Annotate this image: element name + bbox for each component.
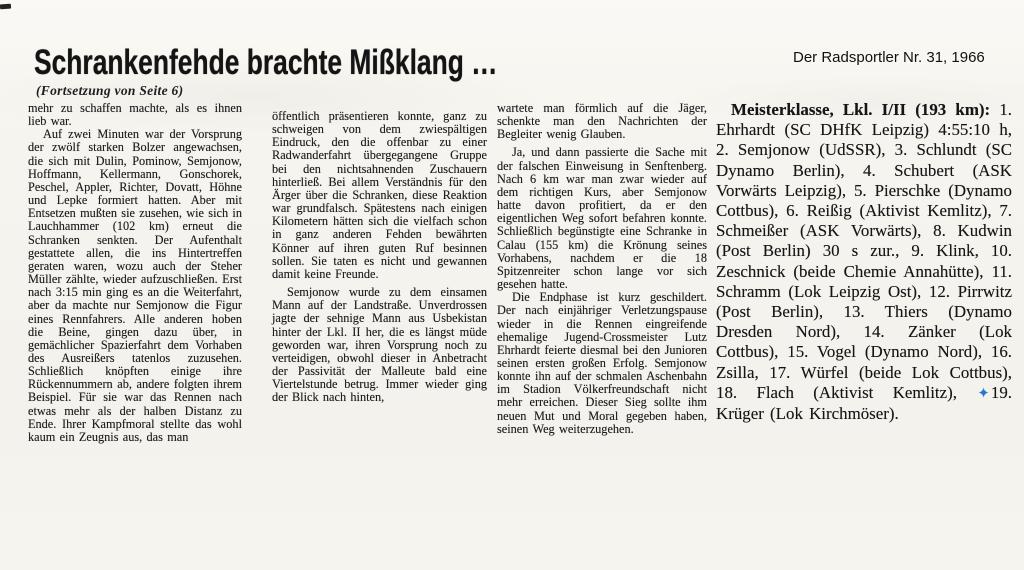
results-paragraph bbox=[716, 100, 1012, 424]
paragraph: Ja, und dann passierte die Sache mit der falschen Einweisung in Senftenberg. Nach 6 km war man zwar wieder auf dem richtigen Kurs, aber Semjonow hatte davon profitiert, da er den eigentlichen Weg sofort befahren konnte. Schließlich begünstigte eine Schranke in Calau (155 km) die Krönung seines Vorhabens, nachdem er die 18 Spitzenreiter schon lange vor sich gesehen hatte. bbox=[497, 145, 707, 292]
results-lead: Meisterklasse, Lkl. I/II (193 km): bbox=[731, 100, 991, 119]
article-headline: Schrankenfehde brachte Mißklang … bbox=[34, 42, 498, 82]
article-column-3 bbox=[497, 102, 707, 436]
scan-artifact bbox=[0, 4, 11, 10]
continuation-note: (Fortsetzung von Seite 6) bbox=[36, 83, 184, 98]
paragraph: mehr zu schaffen machte, als es ihnen lieb war. bbox=[28, 101, 242, 129]
results-text-after-star: 19. Krüger (Lok Kirchmöser). bbox=[716, 382, 1012, 424]
publication-label: Der Radsportler Nr. 31, 1966 bbox=[793, 49, 985, 66]
results-column bbox=[716, 100, 1012, 424]
paragraph: öffentlich präsentieren konnte, ganz zu schweigen von dem zwiespältigen Eindruck, den die offenbar zu einer Radwanderfahrt übergegangene Gruppe bei den nichtsahnenden Zuschauern hinterließ. Bei allem Verständnis für den Ärger über die Schranken, diese Reaktion war grundfalsch. Spätestens nach einigen Kilometern hätten sich die vielfach schon in ganz anderen Fehden bewährten Könner auf ihren guten Ruf besinnen sollen. Sie taten es nicht und gewannen damit keine Freunde. bbox=[272, 109, 487, 281]
article-column-2 bbox=[272, 110, 487, 404]
results-text-before-star: 1. Ehrhardt (SC DHfK Leipzig) 4:55:10 h, 2. Semjonow (UdSSR), 3. Schlundt (SC Dynamo Berlin), 4. Schubert (ASK Vorwärts Leipzig), 5. Pierschke (Dynamo Cottbus), 6. Reißig (Aktivist Kemlitz), 7. Schmeißer (ASK Vorwärts), 8. Kudwin (Post Berlin) 30 s zur., 9. Klink, 10. Zeschnick (beide Chemie Annahütte), 11. Schramm (Lok Leipzig Ost), 12. Pirrwitz (Post Berlin), 13. Thiers (Dynamo Dresden Nord), 14. Zänker (Lok Cottbus), 15. Vogel (Dynamo Nord), 16. Zsilla, 17. Würfel (beide Lok Cottbus), 18. Flach (Aktivist Kemlitz), bbox=[716, 100, 1012, 402]
paragraph: Die Endphase ist kurz geschildert. Der nach einjähriger Verletzungspause wieder in die Rennen eingreifende ehemalige Jugend-Crossmeister Lutz Ehrhardt feierte diesmal bei den Junioren seinen ersten großen Erfolg. Semjonow konnte ihn auf der schmalen Aschenbahn im Stadion Völkerfreundschaft nicht mehr erreichen. Dieser Sieg sollte ihm neuen Mut und Moral gegeben haben, seinen Weg weiterzugehen. bbox=[497, 290, 707, 436]
paragraph: Auf zwei Minuten war der Vorsprung der zwölf starken Bolzer angewachsen, die sich mit Dulin, Pominow, Semjonow, Hoffmann, Kellermann, Gonschorek, Peschel, Appler, Richter, Dovatt, Höhne und Lepke formiert hatten. Aber mit Entsetzen mußten sie zusehen, wie sich in Lauchhammer (102 km) erneut die Schranken senkten. Der Aufenthalt gestattete allen, die ins Hintertreffen geraten waren, wozu auch der Steher Müller zählte, wieder aufzuschließen. Erst nach 3:15 min ging es an die Weiterfahrt, aber da machte nur Semjonow die Figur eines Rennfahrers. Alle anderen hoben die Beine, gingen dazu über, in gemächlicher Spazierfahrt dem Vorhaben des Ausreißers tatenlos zuzusehen. Schließlich knöpften einige ihre Rückennummern ab, andere folgten ihrem Beispiel. Für sie war das Rennen nach etwas mehr als der halben Distanz zu Ende. Ihrer Kampfmoral stellte das wohl kaum ein Zeugnis aus, das man bbox=[28, 127, 242, 444]
paragraph: wartete man förmlich auf die Jäger, schenkte man den Nachrichten der Begleiter wenig Glauben. bbox=[497, 101, 707, 142]
blue-star-mark-icon: ✦ bbox=[977, 385, 990, 402]
article-column-1 bbox=[28, 102, 242, 444]
paragraph: Semjonow wurde zu dem einsamen Mann auf der Landstraße. Unverdrossen jagte der sehnige Mann aus Usbekistan hinter der Lkl. II her, die es längst müde geworden war, ihren Vorsprung noch zu verteidigen, obwohl dieser in Anbetracht der Passivität der Malleute bald eine Viertelstunde betrug. Immer wieder ging der Blick nach hinten, bbox=[272, 285, 487, 405]
